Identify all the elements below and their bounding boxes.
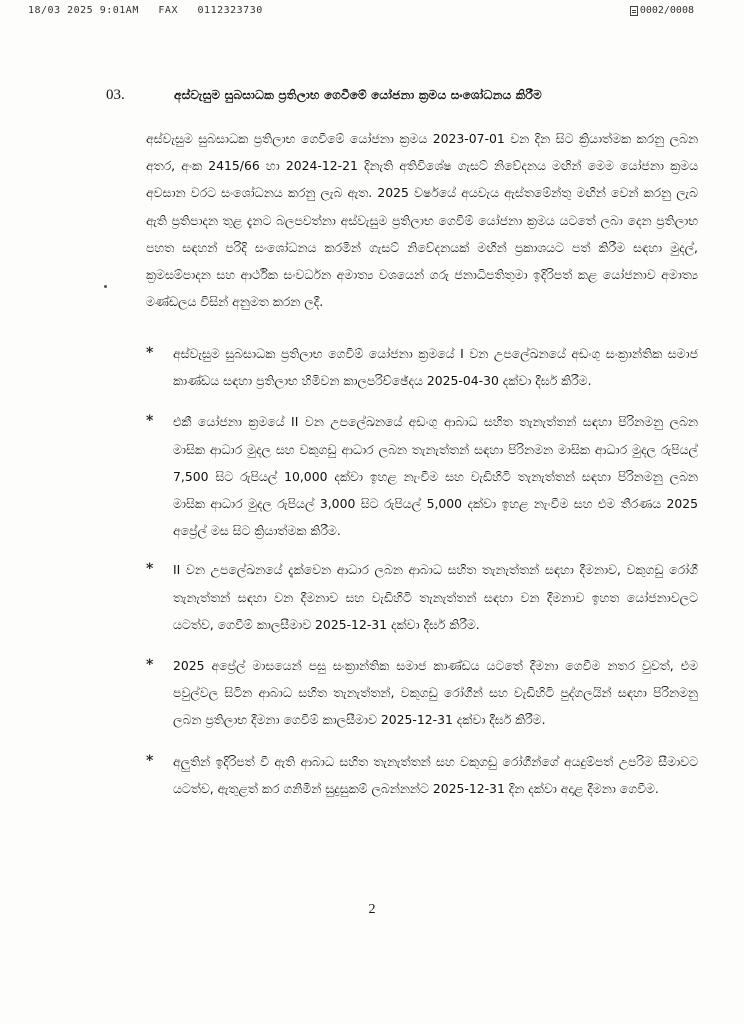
scan-dot-mark — [104, 285, 107, 288]
section-heading — [106, 87, 666, 104]
page-number: 2 — [368, 902, 376, 917]
fax-page-counter — [630, 5, 694, 16]
list-item — [146, 748, 698, 802]
decision-list — [146, 340, 698, 802]
list-item-text: අස්වැසුම සුබසාධක ප්‍රතිලාභ ගෙවීම් යෝජනා ක්‍රමයේ I වන උපලේඛනයේ අඩංගු සංක්‍රාන්තික සමාජ කාණ්ඩය සඳහා ප්‍රතිලාභ හිමිවන කාලපරිච්ඡේදය 2025-04-30 දක්වා දීර්ඝ කිරීම. — [173, 346, 698, 389]
list-item-text: අලුතින් ඉදිරිපත් වී ඇති ආබාධ සහිත තැනැත්තන් සහ වකුගඩු රෝගීන්ගේ අයදුම්පත් උපරිම සීමාවට යටත්ව, ඇතුළත් කර ගනිමින් සුදුසුකම් ලබන්නන්ට 2025-12-31 දින දක්වා අදාළ දීමනා ගෙවීම. — [173, 753, 698, 796]
intro-paragraph: අස්වැසුම සුබසාධක ප්‍රතිලාභ ගෙවීමේ යෝජනා ක්‍රමය 2023-07-01 වන දින සිට ක්‍රියාත්මක කරනු ලබන අතර, අංක 2415/66 හා 2024-12-21 දිනැති අතිවිශේෂ ගැසට් නිවේදනය මඟින් මෙම යෝජනා ක්‍රමය අවසාන වරට සංශෝධනය කරනු ලැබ ඇත. 2025 වර්ෂයේ අයවැය ඇස්තමේන්තු මඟින් වෙන් කරනු ලැබ ඇති ප්‍රතිපාදන තුළ දැනට බලපවත්නා අස්වැසුම ප්‍රතිලාභ ගෙවීම් යෝජනා ක්‍රමය යටතේ ලබා දෙන ප්‍රතිලාභ පහත සඳහන් පරිදි සංශෝධනය කරමින් ගැසට් නිවේදනයක් මඟින් ප්‍රකාශයට පත් කිරීම සඳහා මුදල්, ක්‍රමසම්පාදන සහ ආර්ථික සංවර්ධන අමාත්‍ය වශයෙන් ගරු ජනාධිපතිතුමා ඉදිරිපත් කළ යෝජනාව අමාත්‍ය මණ්ඩලය විසින් අනුමත කරන ලදී. — [146, 131, 698, 310]
page-icon — [630, 6, 638, 16]
bullet-marker: * — [146, 345, 154, 361]
section-title: අස්වැසුම සුබසාධක ප්‍රතිලාභ ගෙවීමේ යෝජනා ක්‍රමය සංශෝධනය කිරීම — [174, 88, 542, 102]
list-item-text: II වන උපලේඛනයේ දැක්වෙන ආධාර ලබන ආබාධ සහිත තැනැත්තන් සඳහා දීමනාව, වකුගඩු රෝගී තැනැත්තන් සඳහා වන දීමනාව සහ වැඩිහිටි තැනැත්තන් සඳහා වන දීමනාව ඉහත යෝජනාවලට යටත්ව, ගෙවීම් කාලසීමාව 2025-12-31 දක්වා දීර්ඝ කිරීම. — [173, 562, 698, 632]
list-item — [146, 340, 698, 394]
list-item — [146, 652, 698, 734]
bullet-marker: * — [146, 657, 154, 674]
section-number: 03. — [106, 87, 125, 103]
fax-page-counter-text: 0002/0008 — [639, 5, 694, 16]
list-item — [146, 408, 698, 544]
list-item-text: එකී යෝජනා ක්‍රමයේ II වන උපලේඛනයේ අඩංගු ආබාධ සහිත තැනැත්තන් සඳහා පිරිනමනු ලබන මාසික ආධාර මුදල සහ වකුගඩු ආධාර ලබන තැනැත්තන් සඳහා පිරිනමන මාසික ආධාර මුදල රුපියල් 7,500 සිට රුපියල් 10,000 දක්වා ඉහළ නැංවීම සහ වැඩිහිටි තැනැත්තන් සඳහා පිරිනමනු ලබන මාසික ආධාර මුදල රුපියල් 3,000 සිට රුපියල් 5,000 දක්වා ඉහළ නැංවීම සහ එම තීරණය 2025 අප්‍රේල් මස සිට ක්‍රියාත්මක කිරීම. — [173, 414, 698, 539]
list-item-text: 2025 අප්‍රේල් මාසයෙන් පසු සංක්‍රාන්තික සමාජ කාණ්ඩය යටතේ දීමනා ගෙවීම නතර වුවත්, එම පවුල්වල සිටින ආබාධ සහිත තැනැත්තන්, වකුගඩු රෝගීන් සහ වැඩිහිටි පුද්ගලයින් සඳහා පිරිනමනු ලබන ප්‍රතිලාභ දීමනා ගෙවීම් කාලසීමාව 2025-12-31 දක්වා දීර්ඝ කිරීම. — [173, 658, 698, 728]
fax-header: 18/03 2025 9:01AM FAX 0112323730 — [28, 5, 263, 16]
list-item — [146, 556, 698, 638]
bullet-marker: * — [146, 561, 154, 578]
bullet-marker: * — [146, 413, 154, 430]
bullet-marker: * — [146, 752, 154, 769]
